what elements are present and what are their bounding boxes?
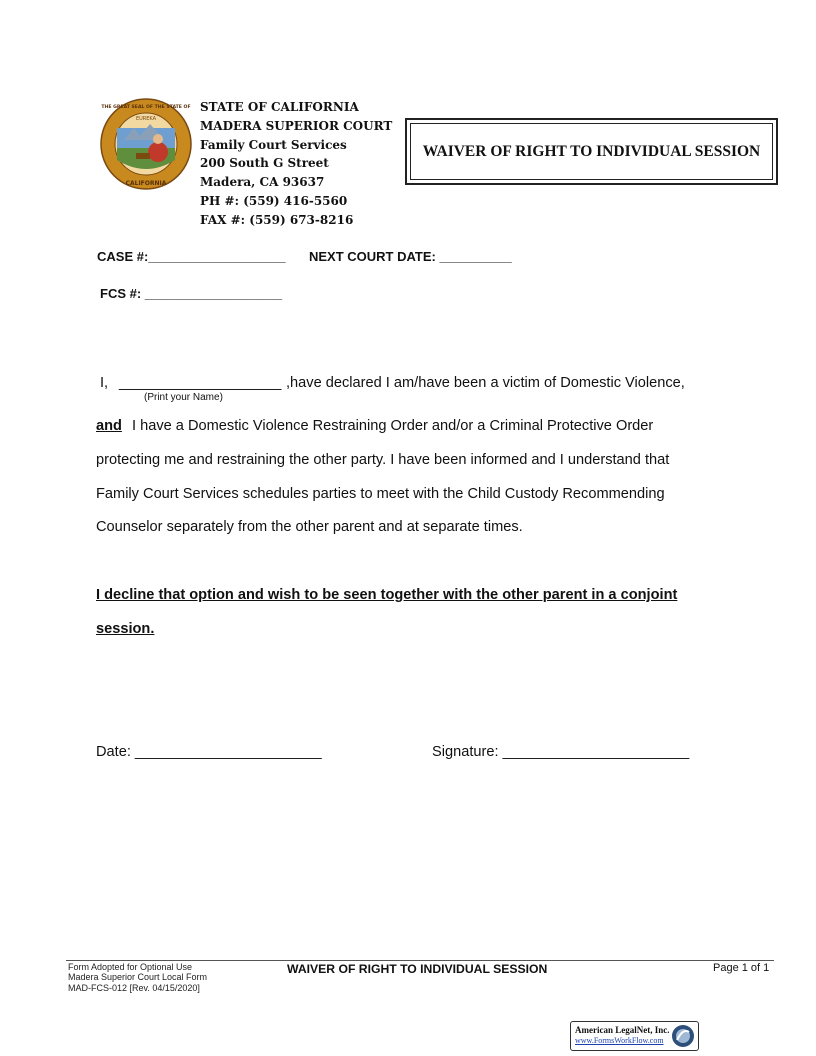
body-line-5: Counselor separately from the other parent and at separate times. bbox=[96, 519, 523, 535]
footer-local-form: Madera Superior Court Local Form bbox=[68, 972, 208, 983]
decline-statement-line-1: I decline that option and wish to be seen together with the other parent in a conjoint bbox=[96, 587, 678, 603]
date-field[interactable]: Date: _______________________ bbox=[96, 744, 322, 760]
form-title: WAIVER OF RIGHT TO INDIVIDUAL SESSION bbox=[410, 123, 773, 180]
publisher-link[interactable]: www.FormsWorkFlow.com bbox=[575, 1036, 664, 1045]
court-address-block bbox=[200, 98, 392, 230]
footer-title: WAIVER OF RIGHT TO INDIVIDUAL SESSION bbox=[287, 962, 548, 976]
california-seal-icon bbox=[100, 98, 192, 190]
body-line-4: Family Court Services schedules parties to meet with the Child Custody Recommending bbox=[96, 486, 665, 502]
footer-form-info bbox=[68, 962, 207, 993]
signature-field[interactable]: Signature: _______________________ bbox=[432, 744, 690, 760]
footer-form-number: MAD-FCS-012 [Rev. 04/15/2020] bbox=[68, 982, 200, 993]
court-city: Madera, CA 93637 bbox=[200, 175, 325, 190]
seal-motto: EUREKA bbox=[135, 116, 157, 122]
form-title-box bbox=[405, 118, 778, 185]
print-name-caption: (Print your Name) bbox=[144, 392, 223, 403]
court-department: Family Court Services bbox=[200, 137, 347, 152]
declaration-prefix: I, bbox=[100, 375, 109, 391]
court-fax: FAX #: (559) 673-8216 bbox=[200, 212, 354, 227]
case-number-field[interactable]: CASE #:___________________ bbox=[97, 249, 286, 264]
publisher-badge[interactable] bbox=[570, 1021, 699, 1051]
declaration-text: ,have declared I am/have been a victim of Domestic Violence, bbox=[286, 375, 685, 391]
seal-bottom-text: CALIFORNIA bbox=[125, 180, 167, 187]
court-phone: PH #: (559) 416-5560 bbox=[200, 193, 348, 208]
court-street: 200 South G Street bbox=[200, 156, 329, 171]
footer-divider bbox=[66, 960, 774, 961]
fcs-number-field[interactable]: FCS #: ___________________ bbox=[100, 286, 283, 301]
body-line-2: I have a Domestic Violence Restraining Order and/or a Criminal Protective Order bbox=[132, 418, 654, 434]
court-name: MADERA SUPERIOR COURT bbox=[200, 118, 393, 133]
seal-top-text: THE GREAT SEAL OF THE STATE OF bbox=[101, 105, 191, 110]
decline-statement-line-2: session. bbox=[96, 621, 155, 637]
and-word: and bbox=[96, 418, 122, 434]
publisher-name: American LegalNet, Inc. bbox=[575, 1025, 670, 1035]
court-state: STATE OF CALIFORNIA bbox=[200, 100, 359, 114]
next-court-date-field[interactable]: NEXT COURT DATE: __________ bbox=[309, 249, 512, 264]
print-name-field[interactable]: ____________________ bbox=[119, 375, 282, 391]
legalnet-logo-icon bbox=[671, 1024, 695, 1048]
footer-adopted: Form Adopted for Optional Use bbox=[68, 962, 193, 972]
page-number: Page 1 of 1 bbox=[713, 962, 770, 974]
body-line-3: protecting me and restraining the other party. I have been informed and I understand that bbox=[96, 452, 670, 468]
